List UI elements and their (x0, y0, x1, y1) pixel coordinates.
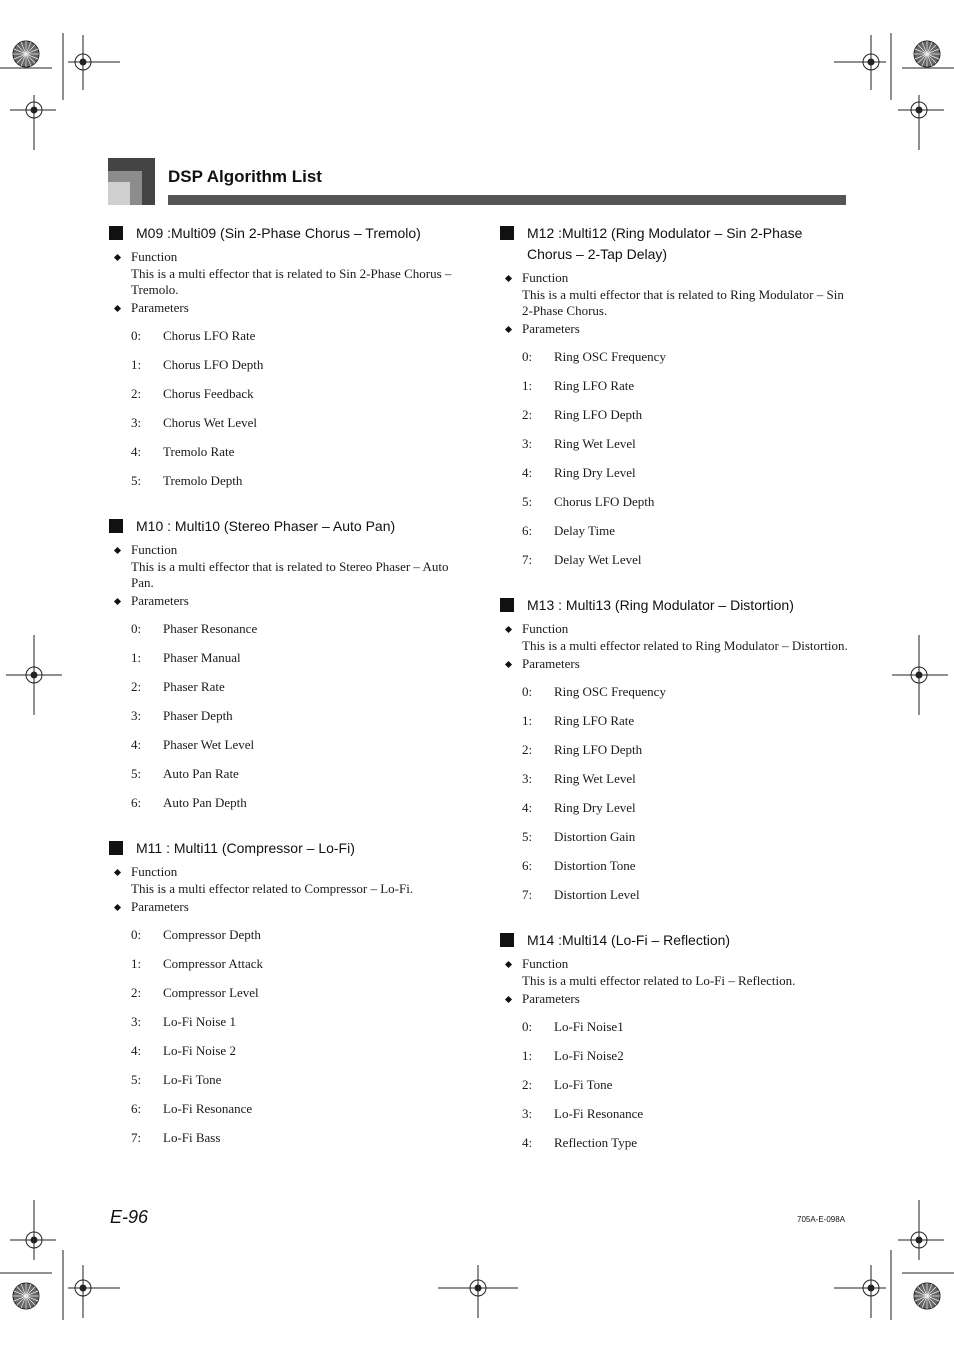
function-description: This is a multi effector that is related to Sin 2-Phase Chorus – Tremolo. (131, 266, 452, 297)
parameter-item (499, 1106, 849, 1135)
function-label-text: Function (522, 621, 569, 636)
parameter-number: 1: (131, 956, 142, 971)
parameter-number: 3: (522, 771, 533, 786)
header-rule (168, 195, 846, 205)
parameter-name: Lo-Fi Tone (554, 1077, 613, 1092)
parameter-number: 4: (131, 737, 142, 752)
parameter-name: Ring OSC Frequency (554, 349, 666, 364)
parameter-item (499, 1135, 849, 1164)
section-heading-text: M11 : Multi11 (Compressor – Lo-Fi) (136, 840, 355, 856)
parameter-number: 0: (522, 684, 533, 699)
parameter-item (499, 1077, 849, 1106)
parameter-name: Ring Dry Level (554, 465, 636, 480)
parameter-name: Lo-Fi Noise2 (554, 1048, 624, 1063)
diamond-bullet-icon (505, 626, 512, 633)
parameter-name: Chorus LFO Rate (163, 328, 256, 343)
parameter-item (108, 650, 458, 679)
parameter-item (108, 737, 458, 766)
parameter-name: Phaser Rate (163, 679, 225, 694)
section-heading-text: M14 :Multi14 (Lo-Fi – Reflection) (527, 932, 731, 948)
parameter-number: 5: (131, 1072, 142, 1087)
function-label-text: Function (131, 249, 178, 264)
function-description: This is a multi effector that is related to Ring Modulator – Sin 2-Phase Chorus. (522, 287, 844, 318)
parameter-list (108, 927, 458, 1159)
section-heading (499, 223, 849, 265)
parameter-name: Ring LFO Depth (554, 742, 643, 757)
parameter-number: 4: (131, 444, 142, 459)
parameter-number: 0: (131, 328, 142, 343)
parameter-item (108, 1072, 458, 1101)
diamond-bullet-icon (114, 305, 121, 312)
function-label-text: Function (522, 270, 569, 285)
parameter-number: 3: (131, 1014, 142, 1029)
parameter-item (108, 1014, 458, 1043)
parameter-item (108, 1101, 458, 1130)
page-number: E-96 (110, 1207, 149, 1227)
diamond-bullet-icon (114, 254, 121, 261)
parameter-number: 2: (522, 407, 533, 422)
parameter-item (108, 386, 458, 415)
parameter-name: Phaser Wet Level (163, 737, 255, 752)
parameter-name: Compressor Level (163, 985, 259, 1000)
parameter-name: Phaser Resonance (163, 621, 258, 636)
parameter-number: 1: (131, 357, 142, 372)
parameter-number: 1: (131, 650, 142, 665)
parameter-number: 3: (522, 1106, 533, 1121)
square-bullet-icon (500, 226, 514, 240)
parameters-label (499, 320, 849, 338)
parameter-item (499, 684, 849, 713)
effect-section (108, 838, 458, 1159)
parameter-item (108, 328, 458, 357)
function-description: This is a multi effector related to Lo-Fi – Reflection. (522, 973, 796, 988)
effect-section (499, 223, 849, 581)
parameter-name: Reflection Type (554, 1135, 637, 1150)
parameter-number: 2: (522, 1077, 533, 1092)
parameter-item (499, 887, 849, 916)
parameter-number: 6: (522, 523, 533, 538)
parameter-number: 4: (131, 1043, 142, 1058)
parameters-label-text: Parameters (131, 899, 189, 914)
parameter-name: Ring OSC Frequency (554, 684, 666, 699)
parameter-number: 7: (522, 887, 533, 902)
parameter-name: Ring Dry Level (554, 800, 636, 815)
parameter-list (108, 328, 458, 502)
parameter-item (108, 415, 458, 444)
parameter-name: Tremolo Depth (163, 473, 243, 488)
parameter-item (499, 829, 849, 858)
square-bullet-icon (109, 841, 123, 855)
parameter-number: 3: (131, 415, 142, 430)
header-block-light (108, 182, 130, 205)
parameter-item (108, 1130, 458, 1159)
parameters-label-text: Parameters (131, 593, 189, 608)
section-heading (499, 595, 849, 616)
parameter-item (108, 708, 458, 737)
section-heading (108, 516, 458, 537)
parameter-name: Lo-Fi Resonance (163, 1101, 253, 1116)
effect-section (499, 930, 849, 1164)
parameter-number: 0: (522, 1019, 533, 1034)
section-heading (499, 930, 849, 951)
page-title: DSP Algorithm List (168, 167, 322, 186)
parameter-name: Chorus LFO Depth (554, 494, 655, 509)
parameter-name: Chorus Feedback (163, 386, 254, 401)
parameter-item (499, 494, 849, 523)
parameter-name: Auto Pan Depth (163, 795, 247, 810)
function-label (108, 541, 458, 559)
parameter-number: 2: (131, 386, 142, 401)
parameter-item (108, 1043, 458, 1072)
parameters-label-text: Parameters (522, 656, 580, 671)
parameter-item (499, 349, 849, 378)
diamond-bullet-icon (114, 869, 121, 876)
section-heading (108, 838, 458, 859)
parameters-label (108, 592, 458, 610)
parameter-name: Ring LFO Rate (554, 713, 635, 728)
section-heading-text: M09 :Multi09 (Sin 2-Phase Chorus – Tremolo) (136, 225, 421, 241)
parameter-name: Phaser Depth (163, 708, 233, 723)
parameter-item (108, 679, 458, 708)
parameter-name: Lo-Fi Resonance (554, 1106, 644, 1121)
function-label-text: Function (131, 542, 178, 557)
function-label-text: Function (522, 956, 569, 971)
parameters-label (499, 990, 849, 1008)
section-heading-text: M12 :Multi12 (Ring Modulator – Sin 2-Phase Chorus – 2-Tap Delay) (527, 225, 803, 262)
parameters-label-text: Parameters (131, 300, 189, 315)
parameter-number: 2: (131, 985, 142, 1000)
function-description: This is a multi effector that is related to Stereo Phaser – Auto Pan. (131, 559, 449, 590)
parameter-number: 0: (131, 621, 142, 636)
parameters-label-text: Parameters (522, 991, 580, 1006)
parameter-number: 1: (522, 1048, 533, 1063)
parameter-item (108, 927, 458, 956)
parameter-name: Distortion Gain (554, 829, 636, 844)
parameter-name: Lo-Fi Noise 2 (163, 1043, 236, 1058)
parameter-number: 6: (522, 858, 533, 873)
parameter-number: 1: (522, 713, 533, 728)
effect-section (108, 223, 458, 502)
parameter-list (499, 684, 849, 916)
parameter-number: 1: (522, 378, 533, 393)
parameters-label (499, 655, 849, 673)
parameter-item (499, 858, 849, 887)
parameter-list (108, 621, 458, 824)
parameter-item (499, 465, 849, 494)
diamond-bullet-icon (114, 598, 121, 605)
parameter-item (499, 523, 849, 552)
parameter-item (108, 444, 458, 473)
parameter-name: Ring LFO Depth (554, 407, 643, 422)
section-heading-text: M10 : Multi10 (Stereo Phaser – Auto Pan) (136, 518, 396, 534)
parameter-item (499, 407, 849, 436)
parameter-number: 3: (522, 436, 533, 451)
parameter-name: Lo-Fi Noise1 (554, 1019, 624, 1034)
left-column (108, 223, 458, 1173)
square-bullet-icon (109, 519, 123, 533)
parameter-number: 4: (522, 465, 533, 480)
parameter-name: Ring Wet Level (554, 771, 636, 786)
square-bullet-icon (500, 933, 514, 947)
parameter-item (499, 552, 849, 581)
parameter-item (108, 621, 458, 650)
diamond-bullet-icon (505, 961, 512, 968)
parameter-number: 5: (522, 494, 533, 509)
parameter-number: 6: (131, 795, 142, 810)
square-bullet-icon (500, 598, 514, 612)
parameter-number: 5: (131, 766, 142, 781)
function-description: This is a multi effector related to Ring Modulator – Distortion. (522, 638, 848, 653)
function-label (108, 248, 458, 266)
parameter-name: Lo-Fi Noise 1 (163, 1014, 236, 1029)
parameter-number: 5: (522, 829, 533, 844)
right-column (499, 223, 849, 1178)
square-bullet-icon (109, 226, 123, 240)
parameter-name: Lo-Fi Tone (163, 1072, 222, 1087)
section-heading (108, 223, 458, 244)
function-description: This is a multi effector related to Compressor – Lo-Fi. (131, 881, 414, 896)
parameter-name: Distortion Tone (554, 858, 636, 873)
parameter-number: 4: (522, 1135, 533, 1150)
effect-section (108, 516, 458, 824)
parameter-name: Auto Pan Rate (163, 766, 239, 781)
diamond-bullet-icon (505, 996, 512, 1003)
parameter-item (108, 357, 458, 386)
parameters-label (108, 898, 458, 916)
parameter-number: 4: (522, 800, 533, 815)
parameter-item (499, 1019, 849, 1048)
header-decoration-blocks (108, 158, 155, 205)
parameter-number: 0: (522, 349, 533, 364)
function-label (108, 863, 458, 881)
parameters-label-text: Parameters (522, 321, 580, 336)
effect-section (499, 595, 849, 916)
diamond-bullet-icon (505, 661, 512, 668)
parameter-name: Distortion Level (554, 887, 640, 902)
section-heading-text: M13 : Multi13 (Ring Modulator – Distortion) (527, 597, 794, 613)
parameter-item (108, 795, 458, 824)
parameter-name: Lo-Fi Bass (163, 1130, 221, 1145)
parameter-name: Chorus Wet Level (163, 415, 258, 430)
parameter-name: Compressor Depth (163, 927, 261, 942)
parameter-item (108, 473, 458, 502)
parameter-number: 7: (522, 552, 533, 567)
parameter-number: 3: (131, 708, 142, 723)
parameter-item (499, 742, 849, 771)
parameter-number: 2: (522, 742, 533, 757)
parameter-number: 0: (131, 927, 142, 942)
parameter-name: Chorus LFO Depth (163, 357, 264, 372)
document-code: 705A-E-098A (797, 1215, 846, 1224)
parameter-name: Phaser Manual (163, 650, 241, 665)
parameter-item (499, 1048, 849, 1077)
parameter-name: Delay Time (554, 523, 616, 538)
parameter-item (499, 771, 849, 800)
parameter-item (499, 378, 849, 407)
parameter-name: Ring LFO Rate (554, 378, 635, 393)
function-label (499, 269, 849, 287)
diamond-bullet-icon (505, 275, 512, 282)
function-label (499, 620, 849, 638)
diamond-bullet-icon (505, 326, 512, 333)
parameter-name: Compressor Attack (163, 956, 264, 971)
diamond-bullet-icon (114, 547, 121, 554)
function-label-text: Function (131, 864, 178, 879)
parameter-name: Delay Wet Level (554, 552, 642, 567)
parameter-number: 2: (131, 679, 142, 694)
parameter-item (108, 956, 458, 985)
diamond-bullet-icon (114, 904, 121, 911)
parameter-name: Ring Wet Level (554, 436, 636, 451)
parameters-label (108, 299, 458, 317)
parameter-name: Tremolo Rate (163, 444, 235, 459)
parameter-item (499, 800, 849, 829)
parameter-number: 6: (131, 1101, 142, 1116)
parameter-list (499, 349, 849, 581)
parameter-item (108, 985, 458, 1014)
parameter-number: 7: (131, 1130, 142, 1145)
parameter-item (499, 713, 849, 742)
parameter-list (499, 1019, 849, 1164)
parameter-item (499, 436, 849, 465)
parameter-item (108, 766, 458, 795)
function-label (499, 955, 849, 973)
parameter-number: 5: (131, 473, 142, 488)
